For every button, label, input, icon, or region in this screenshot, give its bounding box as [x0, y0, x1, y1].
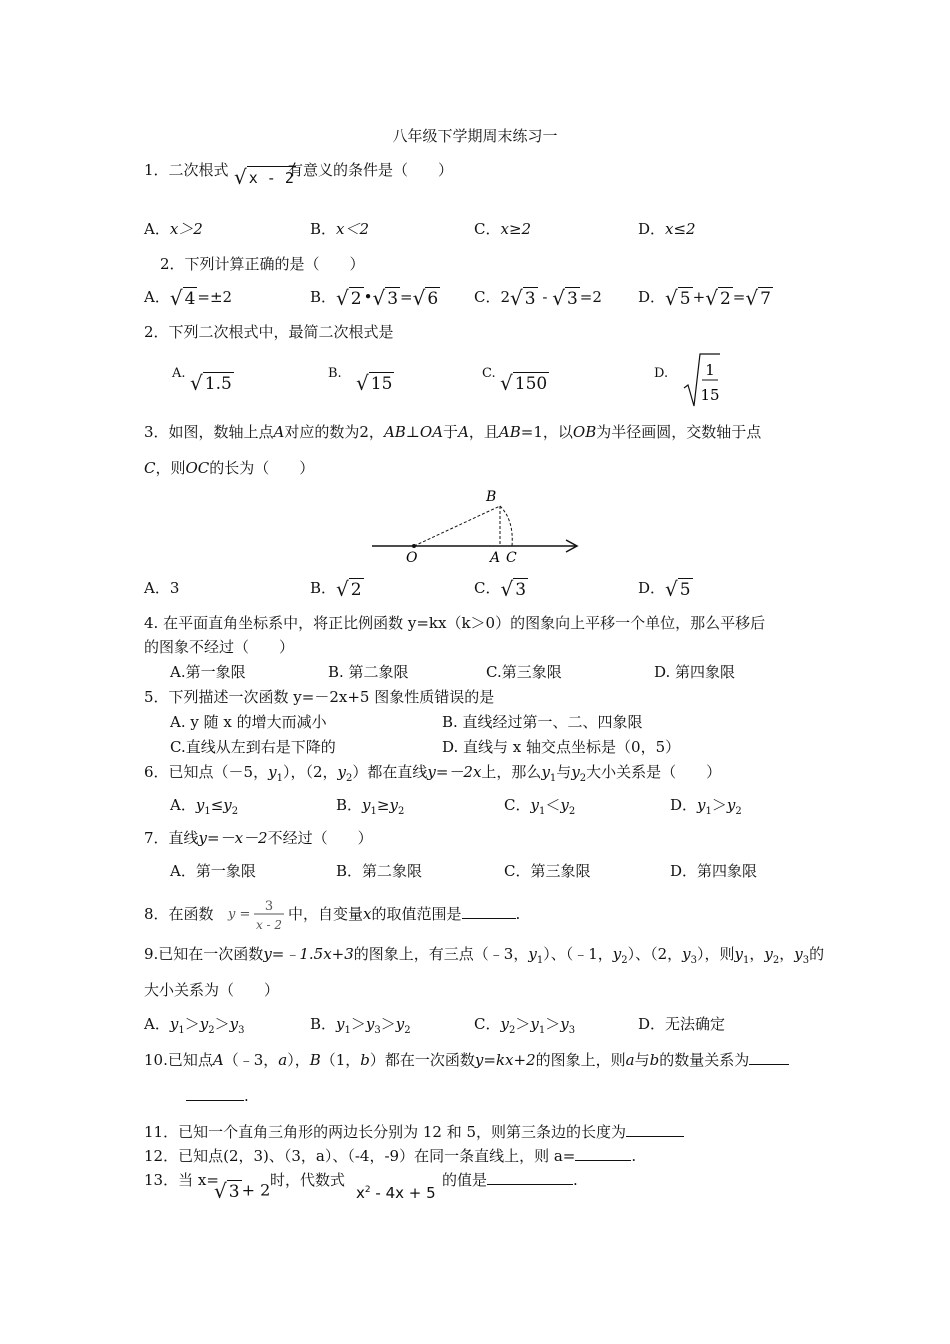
question-3-line1: 3．如图，数轴上点A对应的数为2，AB⊥OA于A，且AB=1，以OB为半径画圆，交数轴于点 — [144, 423, 762, 441]
q7-option-c: C．第三象限 — [504, 862, 591, 880]
q5-option-b: B. 直线经过第一、二、四象限 — [442, 713, 643, 731]
q2b-sqrt-frac-symbol — [682, 352, 722, 408]
question-9-line1: 9.已知在一次函数y=﹣1.5x+3的图象上，有三点（﹣3，$y_1$）、（﹣1，$y_2$）、（2，$y_3$），则$y_1$，$y_2$，$y_3$的 — [144, 945, 825, 966]
q3-option-c: C． √ 3 — [474, 576, 527, 601]
q2a-option-c: C．2 √ 3 - √ 3 =2 — [474, 285, 602, 310]
question-4-line2: 的图象不经过（ ） — [144, 638, 295, 656]
q4-option-c: C.第三象限 — [486, 663, 562, 681]
q10-answer-blank-1[interactable] — [749, 1064, 789, 1065]
q13-stem-b: 时，代数式 — [270, 1171, 346, 1189]
page-title: 八年级下学期周末练习一 — [392, 127, 558, 145]
question-3-line2: C，则OC的长为（ ） — [144, 459, 315, 477]
label-C: C — [506, 550, 517, 564]
question-5-stem: 5．下列描述一次函数 y=－2x+5 图象性质错误的是 — [144, 688, 495, 706]
q10-answer-blank-2[interactable] — [186, 1100, 244, 1101]
q2a-option-b: B． √ 2 • √ 3 = √ 6 — [310, 285, 439, 310]
q1-option-b: B．x＜2 — [310, 220, 370, 238]
q8-stem-a: 8．在函数 — [144, 905, 214, 923]
question-11: 11．已知一个直角三角形的两边长分别为 12 和 5，则第三条边的长度为 — [144, 1122, 684, 1142]
question-6-stem: 6．已知点（－5，$y_1$），（2，$y_2$）都在直线y=－2x上，那么$y_1$与$y_2$大小关系是（ ） — [144, 763, 722, 784]
label-B: B — [486, 489, 497, 505]
q9-option-d: D．无法确定 — [638, 1015, 726, 1033]
question-12: 12．已知点(2，3)、（3，a）、（-4，-9）在同一条直线上，则 a= . — [144, 1147, 637, 1165]
q12-answer-blank[interactable] — [575, 1160, 631, 1161]
q9-option-c: C．$y_2>y_1>y_3$ — [474, 1015, 576, 1036]
q1-radicand: x - 2 — [247, 166, 296, 189]
q3-option-d: D． √ 5 — [638, 576, 691, 601]
q2b-frac-num: 1 — [705, 361, 715, 379]
q13-stem-a: 13．当 x= — [144, 1171, 219, 1189]
arc-BC — [500, 506, 512, 546]
q9-option-b: B．$y_1>y_3>y_2$ — [310, 1015, 411, 1036]
q1-option-d: D．x≤2 — [638, 220, 696, 238]
q1-radical: √ x - 2 — [234, 165, 294, 189]
q2b-frac-den: 15 — [700, 386, 720, 404]
q2b-radical-b: √ 15 — [356, 371, 393, 395]
q1-stem-a: 二次根式 — [168, 161, 229, 179]
question-10-line1: 10.已知点A（﹣3，a），B（1，b）都在一次函数y=kx+2的图象上，则a与b的数量关系为 — [144, 1050, 789, 1070]
q8-fraction — [226, 896, 286, 940]
q7-option-a: A．第一象限 — [170, 862, 256, 880]
q3-option-a: A．3 — [144, 579, 180, 597]
q8-den: x - 2 — [255, 918, 283, 932]
q2b-radical-c: √ 150 — [500, 371, 548, 395]
question-10-line2: . — [186, 1086, 249, 1106]
q8-num: 3 — [264, 899, 274, 914]
q11-answer-blank[interactable] — [626, 1136, 684, 1137]
label-A: A — [490, 550, 501, 564]
q9-option-a: A．$y_1>y_2>y_3$ — [144, 1015, 245, 1036]
q5-option-d: D. 直线与 x 轴交点坐标是（0，5） — [442, 738, 681, 756]
question-1-stem — [144, 160, 229, 180]
q5-option-c: C.直线从左到右是下降的 — [170, 738, 336, 756]
q1-option-a: A．x＞2 — [144, 220, 203, 238]
q7-option-b: B．第二象限 — [336, 862, 423, 880]
q6-option-b: B．$y_1\ge y_2$ — [336, 796, 405, 817]
q2b-label-c: C. — [482, 366, 496, 381]
question-2b-stem: 2．下列二次根式中，最简二次根式是 — [144, 323, 394, 341]
segment-OB — [414, 506, 500, 546]
q1-stem-b: 有意义的条件是（ ） — [288, 161, 454, 179]
q4-option-b: B. 第二象限 — [328, 663, 409, 681]
q5-option-a: A. y 随 x 的增大而减小 — [170, 713, 327, 731]
q8-y: y = — [228, 907, 251, 922]
number-line-figure — [366, 484, 586, 564]
q1-number: 1． — [144, 161, 169, 179]
q8-answer-blank[interactable] — [462, 918, 516, 919]
q6-option-a: A．$y_1\le y_2$ — [170, 796, 239, 817]
q1-option-c: C．x≥2 — [474, 220, 532, 238]
q3-option-b: B． √ 2 — [310, 576, 362, 601]
question-4-line1: 4. 在平面直角坐标系中，将正比例函数 y=kx（k＞0）的图象向上平移一个单位，那么平移后 — [144, 614, 766, 632]
q8-stem-b: 中，自变量x的取值范围是 . — [288, 905, 521, 923]
q2b-radical-a: √ 1.5 — [190, 371, 232, 395]
q2b-label-b: B. — [328, 366, 342, 381]
q13-radical: √ 3 + 2 — [214, 1179, 271, 1203]
q13-expression: $x^2 - 4x + 5$ — [356, 1184, 436, 1202]
question-7-stem: 7．直线y=－x－2不经过（ ） — [144, 829, 373, 847]
q4-option-d: D. 第四象限 — [654, 663, 736, 681]
q2a-option-d: D． √ 5 + √ 2 = √ 7 — [638, 285, 771, 310]
q8-fraction-svg — [226, 896, 286, 936]
q4-option-a: A.第一象限 — [170, 663, 246, 681]
q6-option-c: C．$y_1<y_2$ — [504, 796, 576, 817]
q7-option-d: D．第四象限 — [670, 862, 758, 880]
q13-stem-c: 的值是 . — [442, 1171, 578, 1189]
q13-answer-blank[interactable] — [487, 1184, 573, 1185]
q2b-label-d: D. — [654, 366, 669, 381]
q2b-radical-d — [682, 352, 722, 412]
question-9-line2: 大小关系为（ ） — [144, 981, 280, 999]
label-O: O — [406, 550, 418, 564]
point-O — [412, 544, 416, 548]
q2b-label-a: A. — [172, 366, 186, 381]
q2a-option-a: A． √ 4 =±2 — [144, 285, 233, 310]
question-2a-stem: 2．下列计算正确的是（ ） — [160, 255, 365, 273]
q6-option-d: D．$y_1>y_2$ — [670, 796, 742, 817]
